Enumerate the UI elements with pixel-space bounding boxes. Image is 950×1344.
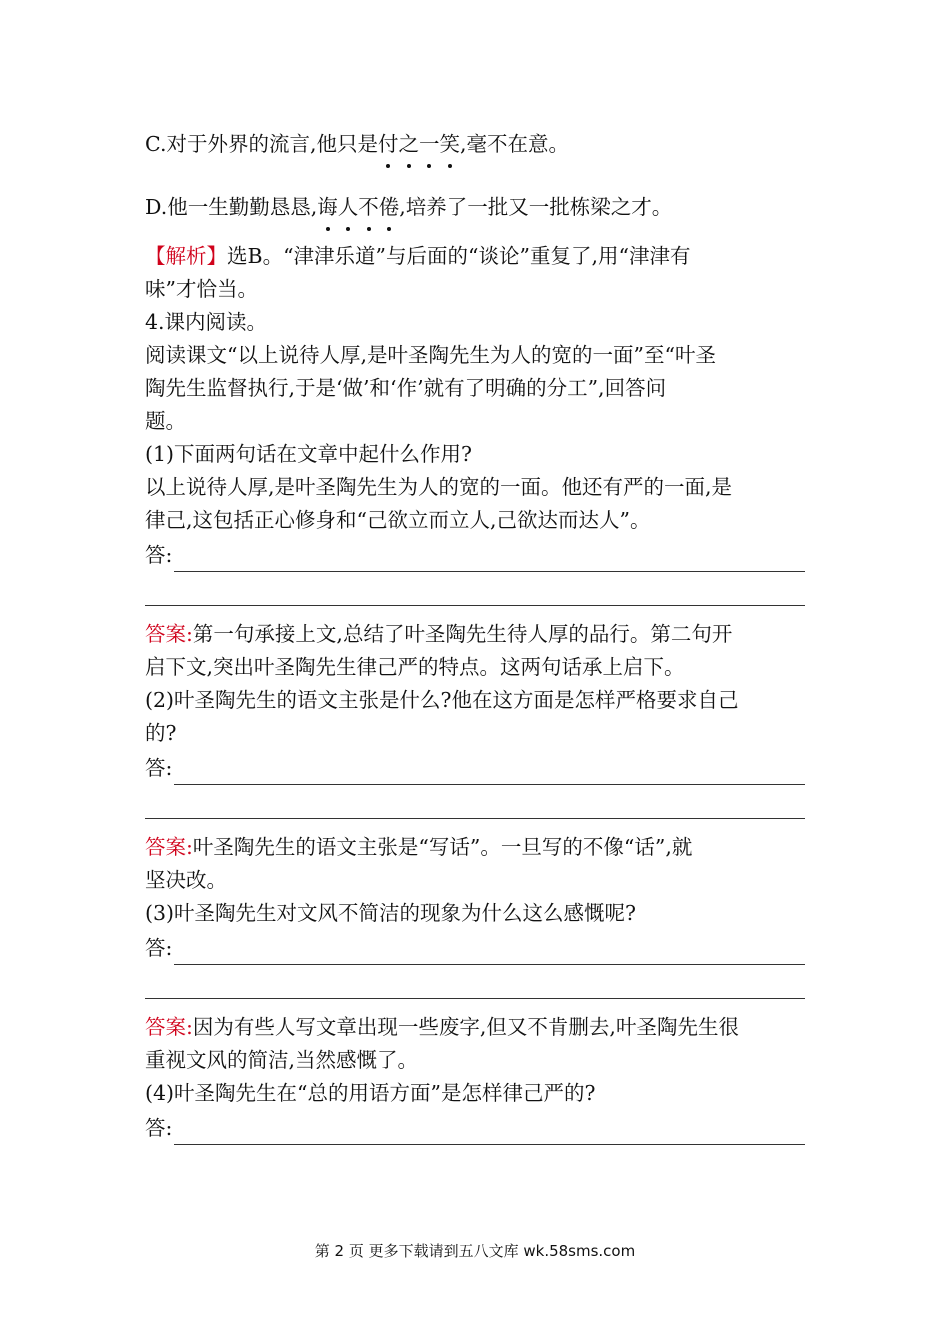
emphasis-char: 不 xyxy=(358,191,379,224)
option-c: C.对于外界的流言,他只是付之一笑,毫不在意。 xyxy=(145,128,805,161)
emphasis-char: 倦 xyxy=(379,191,400,224)
question-1: (1)下面两句话在文章中起什么作用? xyxy=(145,442,473,466)
section-title: 4.课内阅读。 xyxy=(145,310,268,334)
answer-blank[interactable] xyxy=(174,762,805,785)
answer-blank[interactable] xyxy=(174,942,805,965)
quote-line-2: 律己,这包括正心修身和“己欲立而立人,己欲达而达人”。 xyxy=(145,508,651,532)
answer-1-line-2: 启下文,突出叶圣陶先生律己严的特点。这两句话承上启下。 xyxy=(145,655,685,679)
answer-2-line-2: 坚决改。 xyxy=(145,868,227,892)
emphasis-char: 之 xyxy=(399,128,420,161)
emphasis-char: 付 xyxy=(378,128,399,161)
answer-field-4[interactable] xyxy=(145,1112,805,1145)
question-3: (3)叶圣陶先生对文风不简洁的现象为什么这么感慨呢? xyxy=(145,901,637,925)
emphasis-char: 一 xyxy=(419,128,440,161)
answer-field-1[interactable] xyxy=(145,539,805,572)
answer-2-line-1: 答案:叶圣陶先生的语文主张是“写话”。一旦写的不像“话”,就 xyxy=(145,835,693,859)
answer-label: 答案: xyxy=(145,1015,193,1039)
answer-1-line-1: 答案:第一句承接上文,总结了叶圣陶先生待人厚的品行。第二句开 xyxy=(145,622,733,646)
answer-blank[interactable] xyxy=(174,1122,805,1145)
answer-label: 答案: xyxy=(145,835,193,859)
answer-blank[interactable] xyxy=(174,549,805,572)
intro-line-3: 题。 xyxy=(145,409,186,433)
page-footer: 第 2 页 更多下载请到五八文库 wk.58sms.com xyxy=(314,1242,636,1260)
answer-prefix: 答: xyxy=(145,543,173,567)
answer-field-3[interactable] xyxy=(145,932,805,965)
intro-line-1: 阅读课文“以上说待人厚,是叶圣陶先生为人的宽的一面”至“叶圣 xyxy=(145,343,716,367)
intro-line-2: 陶先生监督执行,于是‘做’和‘作’就有了明确的分工”,回答问 xyxy=(145,376,667,400)
emphasis-char: 笑 xyxy=(440,128,461,161)
answer-3-line-2: 重视文风的简洁,当然感慨了。 xyxy=(145,1048,419,1072)
answer-3-line-1: 答案:因为有些人写文章出现一些废字,但又不肯删去,叶圣陶先生很 xyxy=(145,1015,739,1039)
analysis-label: 【解析】 xyxy=(145,244,227,268)
question-2-line-1: (2)叶圣陶先生的语文主张是什么?他在这方面是怎样严格要求自己 xyxy=(145,688,739,712)
answer-blank-line[interactable] xyxy=(145,965,805,999)
answer-blank-line[interactable] xyxy=(145,572,805,606)
emphasis-char: 人 xyxy=(338,191,359,224)
question-2-line-2: 的? xyxy=(145,721,177,745)
question-4: (4)叶圣陶先生在“总的用语方面”是怎样律己严的? xyxy=(145,1081,596,1105)
analysis-line-1: 【解析】选B。“津津乐道”与后面的“谈论”重复了,用“津津有 xyxy=(145,244,691,268)
answer-field-2[interactable] xyxy=(145,752,805,785)
quote-line-1: 以上说待人厚,是叶圣陶先生为人的宽的一面。他还有严的一面,是 xyxy=(145,475,733,499)
answer-prefix: 答: xyxy=(145,1116,173,1140)
option-d: D.他一生勤勤恳恳,诲人不倦,培养了一批又一批栋梁之才。 xyxy=(145,191,805,224)
answer-prefix: 答: xyxy=(145,756,173,780)
answer-prefix: 答: xyxy=(145,936,173,960)
answer-blank-line[interactable] xyxy=(145,785,805,819)
document-content xyxy=(145,128,805,1145)
analysis-line-2: 味”才恰当。 xyxy=(145,277,258,301)
answer-label: 答案: xyxy=(145,622,193,646)
emphasis-char: 诲 xyxy=(317,191,338,224)
